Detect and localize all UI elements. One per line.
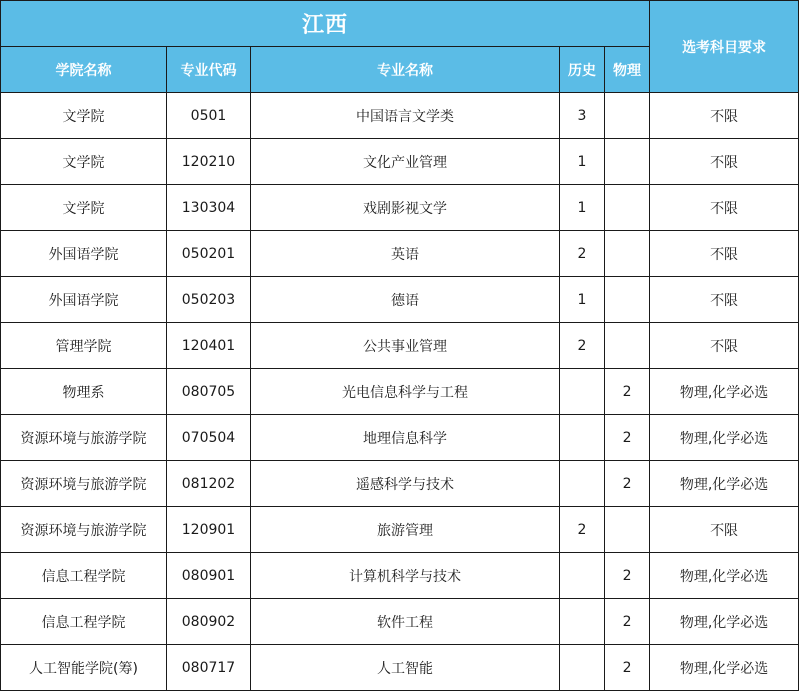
table-row [1,553,799,599]
cell-history [560,645,605,691]
region-title: 江西 [1,1,650,47]
header-major: 专业名称 [251,47,560,93]
table-row [1,231,799,277]
cell-code: 080902 [167,599,251,645]
cell-history [560,461,605,507]
cell-code: 120210 [167,139,251,185]
cell-college: 文学院 [1,185,167,231]
cell-major: 文化产业管理 [251,139,560,185]
cell-code: 050203 [167,277,251,323]
cell-requirement: 物理,化学必选 [650,415,799,461]
cell-history [560,599,605,645]
cell-major: 光电信息科学与工程 [251,369,560,415]
cell-requirement: 物理,化学必选 [650,369,799,415]
cell-requirement: 不限 [650,93,799,139]
table-row [1,139,799,185]
cell-history: 1 [560,185,605,231]
cell-physics [605,139,650,185]
cell-major: 中国语言文学类 [251,93,560,139]
cell-physics [605,507,650,553]
cell-requirement: 物理,化学必选 [650,645,799,691]
cell-requirement: 不限 [650,323,799,369]
table-row [1,185,799,231]
header-physics: 物理 [605,47,650,93]
table-row [1,277,799,323]
cell-physics: 2 [605,599,650,645]
cell-college: 信息工程学院 [1,553,167,599]
cell-college: 文学院 [1,93,167,139]
cell-code: 080717 [167,645,251,691]
cell-major: 地理信息科学 [251,415,560,461]
cell-physics: 2 [605,645,650,691]
table-row [1,369,799,415]
cell-college: 管理学院 [1,323,167,369]
cell-physics: 2 [605,415,650,461]
table-row [1,461,799,507]
header-college: 学院名称 [1,47,167,93]
cell-requirement: 物理,化学必选 [650,599,799,645]
cell-physics [605,323,650,369]
table-row [1,507,799,553]
cell-college: 资源环境与旅游学院 [1,415,167,461]
cell-history: 2 [560,323,605,369]
cell-major: 遥感科学与技术 [251,461,560,507]
cell-requirement: 不限 [650,277,799,323]
cell-history [560,415,605,461]
cell-requirement: 不限 [650,507,799,553]
cell-requirement: 不限 [650,231,799,277]
cell-college: 人工智能学院(筹) [1,645,167,691]
cell-college: 资源环境与旅游学院 [1,461,167,507]
cell-code: 080705 [167,369,251,415]
cell-college: 物理系 [1,369,167,415]
cell-requirement: 物理,化学必选 [650,461,799,507]
cell-requirement: 物理,化学必选 [650,553,799,599]
table-row [1,599,799,645]
cell-code: 0501 [167,93,251,139]
cell-physics: 2 [605,461,650,507]
cell-history: 2 [560,231,605,277]
cell-physics: 2 [605,369,650,415]
table-row [1,93,799,139]
cell-code: 120901 [167,507,251,553]
cell-major: 旅游管理 [251,507,560,553]
cell-code: 120401 [167,323,251,369]
cell-major: 计算机科学与技术 [251,553,560,599]
cell-college: 资源环境与旅游学院 [1,507,167,553]
cell-college: 外国语学院 [1,231,167,277]
header-code: 专业代码 [167,47,251,93]
cell-code: 070504 [167,415,251,461]
cell-major: 戏剧影视文学 [251,185,560,231]
cell-history: 2 [560,507,605,553]
cell-major: 公共事业管理 [251,323,560,369]
cell-physics [605,93,650,139]
table-row [1,415,799,461]
cell-major: 德语 [251,277,560,323]
table-row [1,645,799,691]
cell-major: 英语 [251,231,560,277]
table-row [1,323,799,369]
header-requirement: 选考科目要求 [650,1,799,93]
cell-requirement: 不限 [650,139,799,185]
cell-code: 080901 [167,553,251,599]
cell-history [560,369,605,415]
cell-code: 130304 [167,185,251,231]
cell-code: 081202 [167,461,251,507]
cell-history [560,553,605,599]
cell-major: 软件工程 [251,599,560,645]
cell-college: 外国语学院 [1,277,167,323]
cell-physics [605,277,650,323]
cell-physics [605,185,650,231]
cell-requirement: 不限 [650,185,799,231]
cell-major: 人工智能 [251,645,560,691]
cell-history: 1 [560,139,605,185]
cell-physics [605,231,650,277]
cell-physics: 2 [605,553,650,599]
header-history: 历史 [560,47,605,93]
cell-code: 050201 [167,231,251,277]
cell-history: 1 [560,277,605,323]
cell-history: 3 [560,93,605,139]
cell-college: 文学院 [1,139,167,185]
cell-college: 信息工程学院 [1,599,167,645]
